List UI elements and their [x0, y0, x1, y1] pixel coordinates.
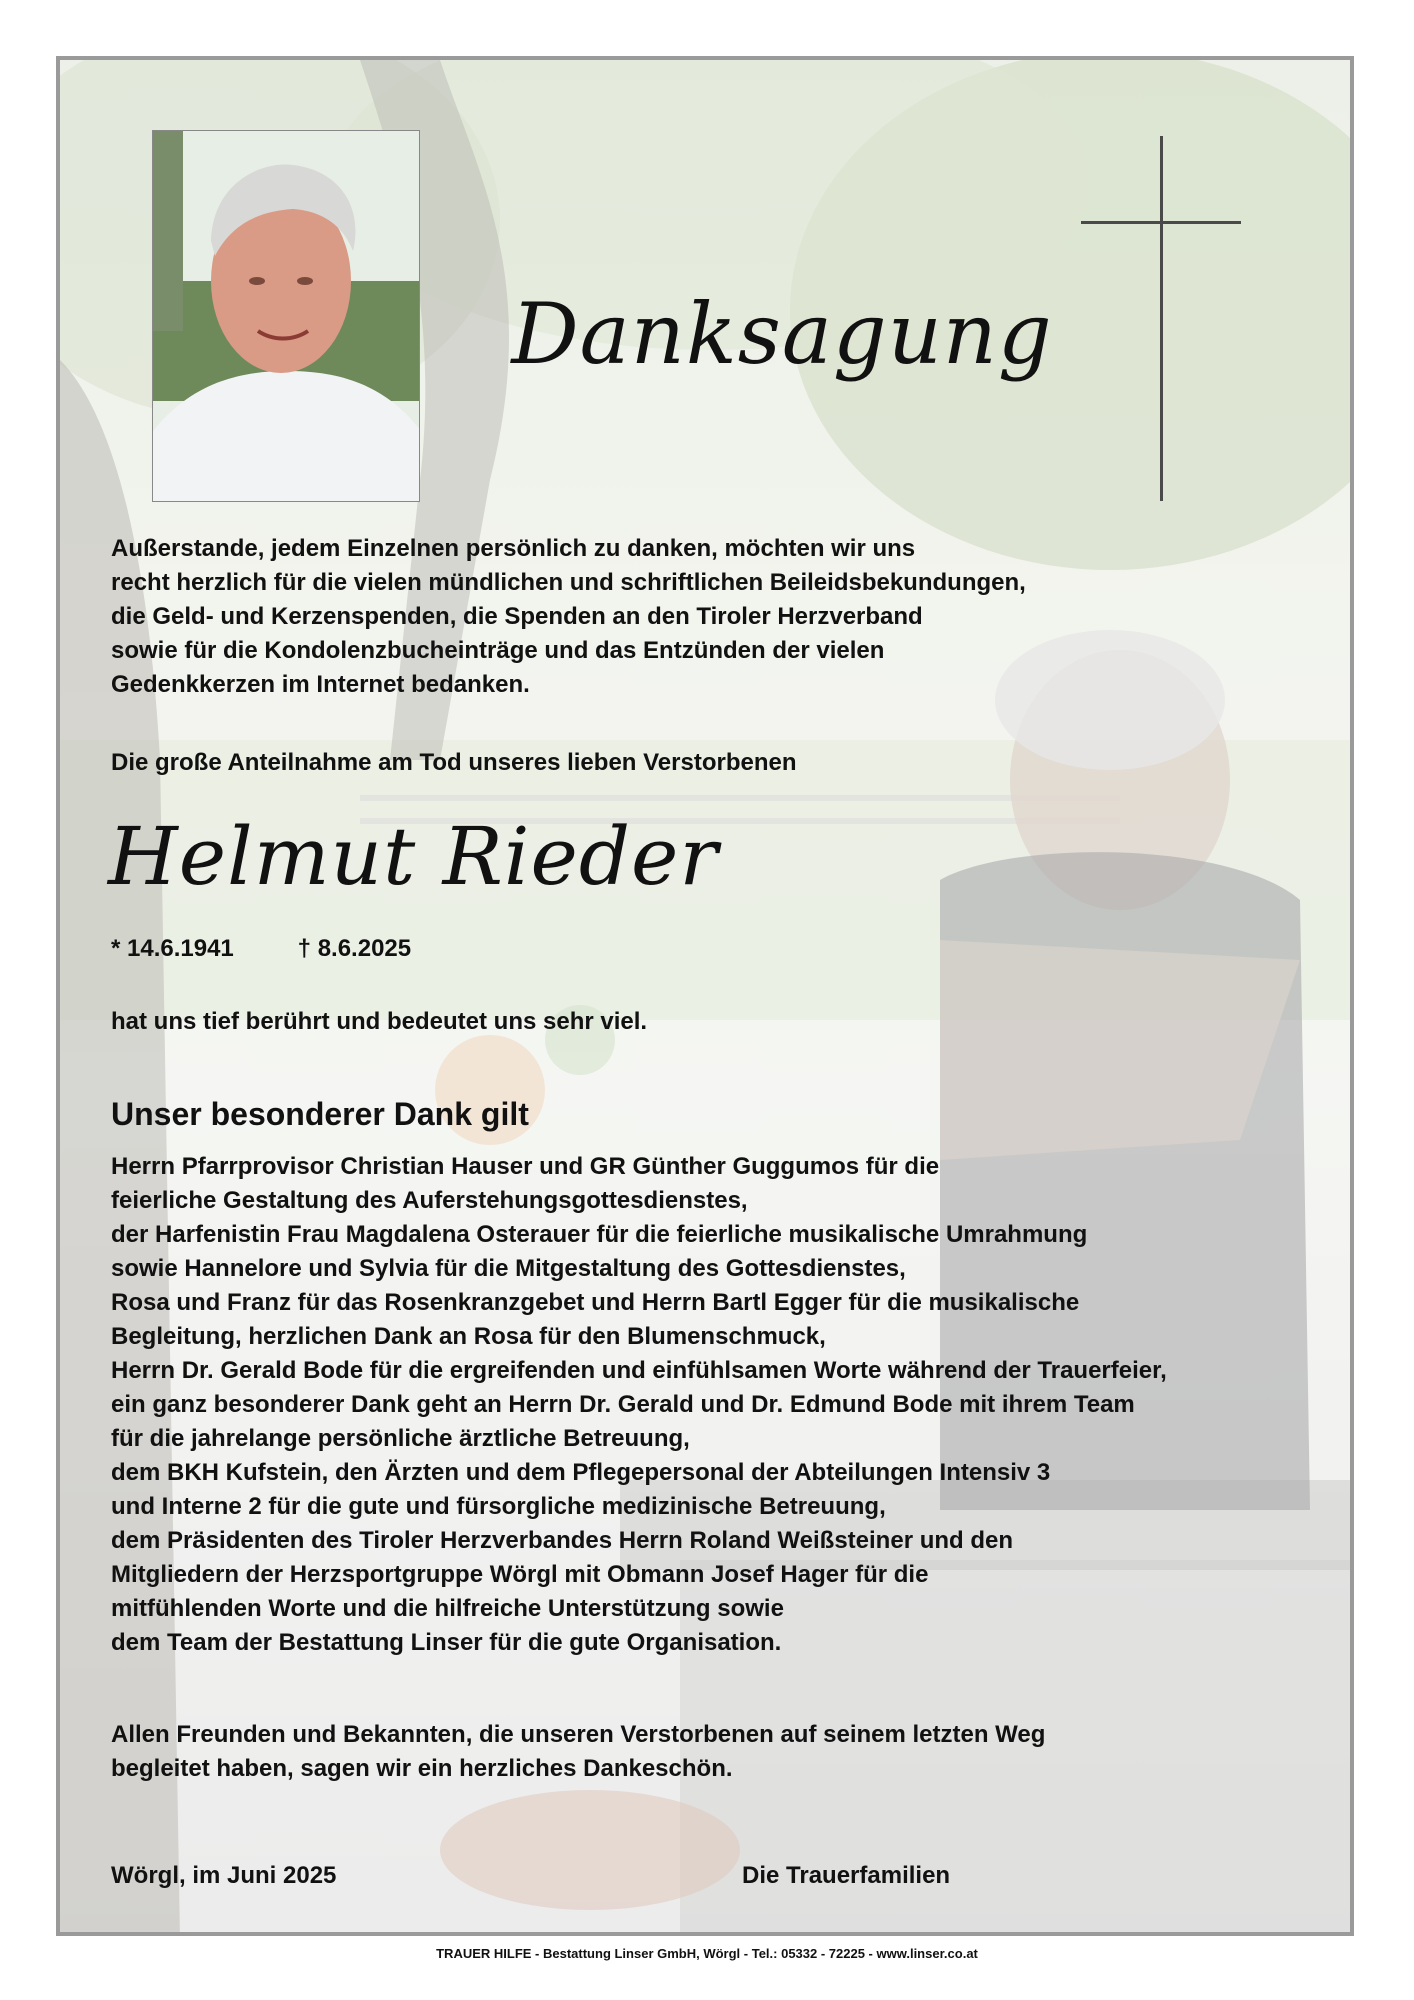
birth-date: * 14.6.1941	[111, 935, 234, 962]
thanks-line: Begleitung, herzlichen Dank an Rosa für den Blumenschmuck,	[111, 1323, 826, 1350]
thanks-line: feierliche Gestaltung des Auferstehungsgottesdienstes,	[111, 1187, 748, 1214]
closing-line: begleitet haben, sagen wir ein herzliches Dankeschön.	[111, 1755, 733, 1782]
thanks-line: dem Präsidenten des Tiroler Herzverbandes Herrn Roland Weißsteiner und den	[111, 1527, 1014, 1554]
life-dates	[111, 935, 411, 963]
thanks-line: dem Team der Bestattung Linser für die gute Organisation.	[111, 1629, 782, 1656]
thanks-line: Rosa und Franz für das Rosenkranzgebet und Herrn Bartl Egger für die musikalische	[111, 1289, 1080, 1316]
closing-line: Allen Freunden und Bekannten, die unseren Verstorbenen auf seinem letzten Weg	[111, 1721, 1046, 1748]
touched-text: hat uns tief berührt und bedeutet uns sehr viel.	[111, 1008, 648, 1035]
anteilnahme-text: Die große Anteilnahme am Tod unseres lieben Verstorbenen	[111, 749, 797, 776]
document-title: Danksagung	[511, 285, 1053, 383]
thanks-line: Mitgliedern der Herzsportgruppe Wörgl mit Obmann Josef Hager für die	[111, 1561, 929, 1588]
signature: Die Trauerfamilien	[742, 1862, 951, 1889]
intro-line: recht herzlich für die vielen mündlichen und schriftlichen Beileidsbekundungen,	[111, 569, 1026, 596]
thanks-line: dem BKH Kufstein, den Ärzten und dem Pflegepersonal der Abteilungen Intensiv 3	[111, 1459, 1051, 1486]
intro-line: sowie für die Kondolenzbucheinträge und das Entzünden der vielen	[111, 637, 885, 664]
thanks-line: ein ganz besonderer Dank geht an Herrn Dr. Gerald und Dr. Edmund Bode mit ihrem Team	[111, 1391, 1135, 1418]
deceased-name: Helmut Rieder	[108, 810, 719, 903]
footer-imprint: TRAUER HILFE - Bestattung Linser GmbH, Wörgl - Tel.: 05332 - 72225 - www.linser.co.at	[436, 1946, 978, 1961]
death-date: † 8.6.2025	[297, 935, 412, 962]
thanks-line: der Harfenistin Frau Magdalena Osterauer für die feierliche musikalische Umrahmung	[111, 1221, 1088, 1248]
thanks-line: mitfühlenden Worte und die hilfreiche Unterstützung sowie	[111, 1595, 784, 1622]
closing-paragraph	[111, 1718, 1045, 1786]
cross-horizontal	[1081, 221, 1241, 224]
thanks-line: Herrn Dr. Gerald Bode für die ergreifenden und einfühlsamen Worte während der Trauerfeier,	[111, 1357, 1167, 1384]
thanks-heading: Unser besonderer Dank gilt	[111, 1096, 529, 1132]
place-date: Wörgl, im Juni 2025	[111, 1862, 337, 1889]
intro-paragraph	[111, 532, 1161, 702]
thanks-line: für die jahrelange persönliche ärztliche Betreuung,	[111, 1425, 690, 1452]
intro-line: Außerstande, jedem Einzelnen persönlich zu danken, möchten wir uns	[111, 535, 916, 562]
thanks-paragraph	[111, 1150, 1291, 1660]
intro-line: die Geld- und Kerzenspenden, die Spenden an den Tiroler Herzverband	[111, 603, 923, 630]
intro-line: Gedenkkerzen im Internet bedanken.	[111, 671, 530, 698]
thanks-line: sowie Hannelore und Sylvia für die Mitgestaltung des Gottesdienstes,	[111, 1255, 906, 1282]
thanks-line: Herrn Pfarrprovisor Christian Hauser und GR Günther Guggumos für die	[111, 1153, 940, 1180]
thanks-line: und Interne 2 für die gute und fürsorgliche medizinische Betreuung,	[111, 1493, 886, 1520]
